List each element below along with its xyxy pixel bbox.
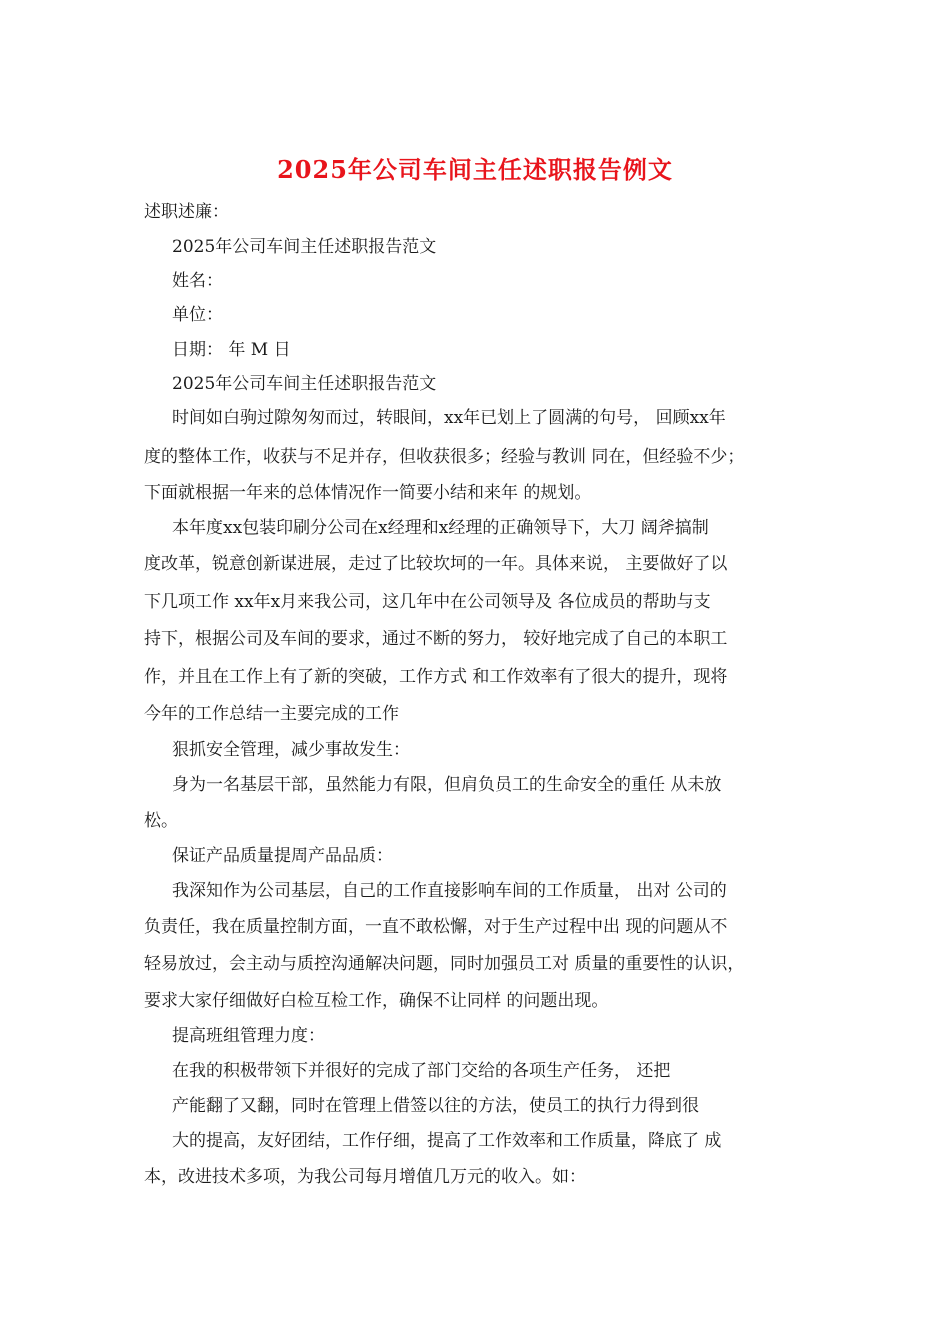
text-line: 在我的积极带领下并很好的完成了部门交给的各项生产任务， 还把 — [172, 1061, 671, 1081]
document-title: 2025年公司车间主任述职报告例文 — [277, 155, 673, 184]
text-line: 狠抓安全管理，减少事故发生： — [172, 740, 410, 760]
text-line: 大的提高，友好团结，工作仔细，提高了工作效率和工作质量，降底了 成 — [172, 1131, 722, 1151]
text-line: 产能翻了又翻，同时在管理上借签以往的方法，使员工的执行力得到很 — [172, 1096, 699, 1116]
text-line: 提高班组管理力度： — [172, 1026, 325, 1046]
text-line: 要求大家仔细做好白检互检工作，确保不让同样 的问题出现。 — [144, 991, 609, 1011]
text-line: 本，改进技术多项，为我公司每月增值几万元的收入。如： — [144, 1167, 586, 1187]
text-line: 度改革，锐意创新谋进展，走过了比较坎坷的一年。具体来说， 主要做好了以 — [144, 554, 728, 574]
text-line: 2025年公司车间主任述职报告范文 — [172, 237, 437, 257]
text-line: 本年度xx包装印刷分公司在x经理和x经理的正确领导下，大刀 阔斧搞制 — [172, 518, 709, 538]
text-line: 负责任，我在质量控制方面，一直不敢松懈，对于生产过程中出 现的问题从不 — [144, 917, 728, 937]
text-line: 作，并且在工作上有了新的突破，工作方式 和工作效率有了很大的提升，现将 — [144, 667, 728, 687]
text-line: 时间如白驹过隙匆匆而过，转眼间，xx年已划上了圆满的句号， 回顾xx年 — [172, 408, 726, 428]
text-line: 2025年公司车间主任述职报告范文 — [172, 374, 437, 394]
text-line: 保证产品质量提周产品品质： — [172, 846, 393, 866]
text-line: 轻易放过，会主动与质控沟通解决问题，同时加强员工对 质量的重要性的认识， — [144, 954, 745, 974]
text-line: 今年的工作总结一主要完成的工作 — [144, 704, 399, 724]
text-line: 日期： 年 M 日 — [172, 340, 291, 360]
text-line: 身为一名基层干部，虽然能力有限，但肩负员工的生命安全的重任 从未放 — [172, 775, 722, 795]
text-line: 松。 — [144, 811, 178, 831]
text-line: 持下，根据公司及车间的要求，通过不断的努力， 较好地完成了自己的本职工 — [144, 629, 728, 649]
text-line: 我深知作为公司基层，自己的工作直接影响车间的工作质量， 出对 公司的 — [172, 881, 727, 901]
text-line: 下几项工作 xx年x月来我公司，这几年中在公司领导及 各位成员的帮助与支 — [144, 592, 711, 612]
text-line: 下面就根据一年来的总体情况作一简要小结和来年 的规划。 — [144, 483, 592, 503]
text-line: 姓名： — [172, 271, 223, 291]
text-line: 述职述廉： — [144, 202, 229, 222]
text-line: 度的整体工作，收获与不足并存，但收获很多；经验与教训 同在，但经验不少； — [144, 447, 745, 467]
text-line: 单位： — [172, 305, 223, 325]
